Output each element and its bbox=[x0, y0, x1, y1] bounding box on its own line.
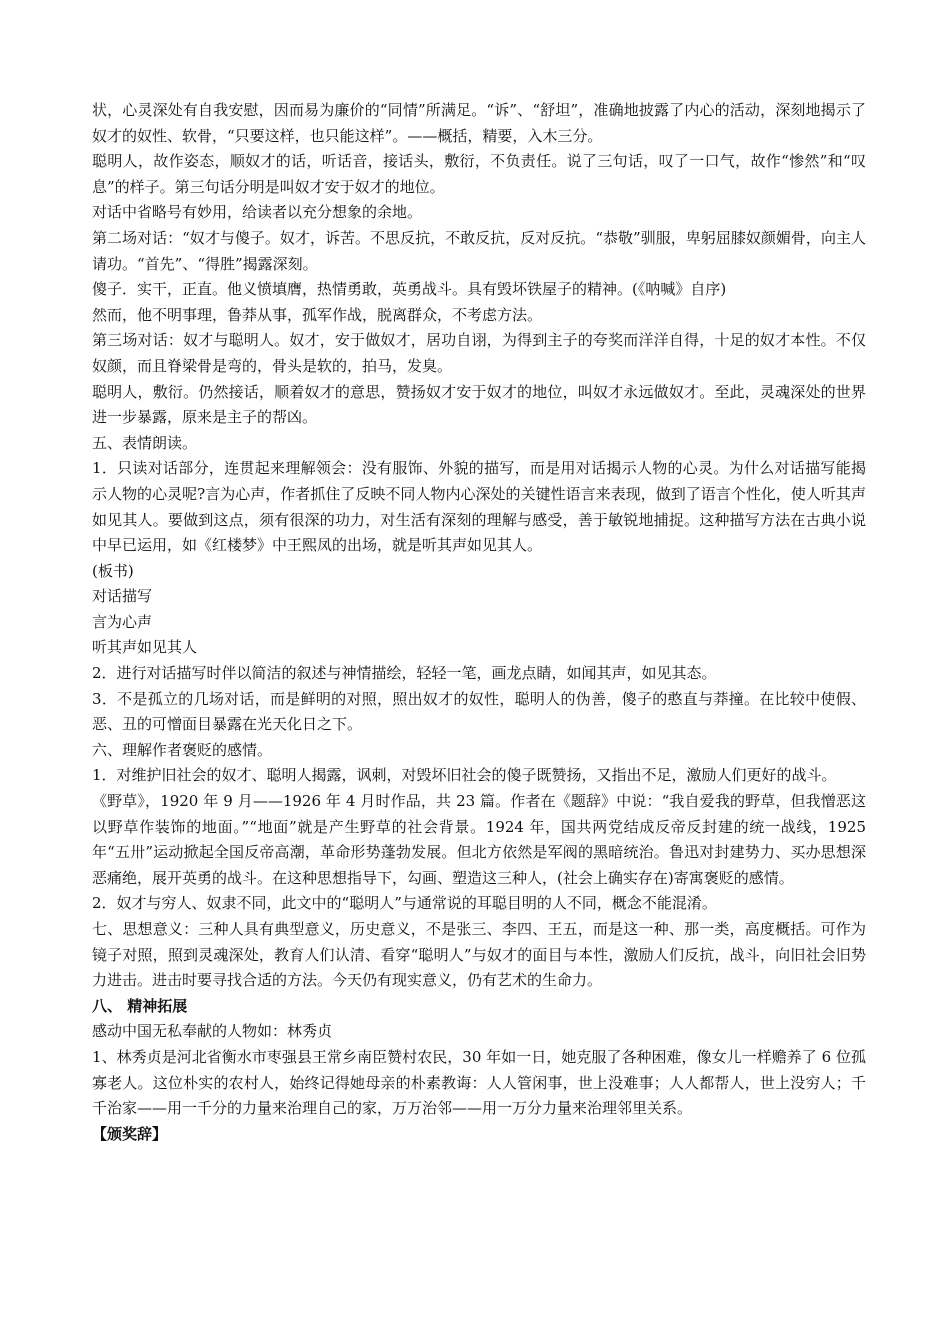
paragraph-10: 1．只读对话部分，连贯起来理解领会：没有服饰、外貌的描写，而是用对话揭示人物的心灵。为什么对话描写能揭示人物的心灵呢?言为心声，作者抓住了反映不同人物内心深处的关键性语言来表现，做到了语言个性化，使人听其声如见其人。要做到这点，须有很深的功力，对生活有深刻的理解与感受，善于敏锐地捕捉。这种描写方法在古典小说中早已运用，如《红楼梦》中王熙凤的出场，就是听其声如见其人。 bbox=[92, 459, 866, 555]
board-note: (板书) bbox=[92, 561, 134, 580]
paragraph-1: 状，心灵深处有自我安慰，因而易为廉价的“同情”所满足。“诉”、“舒坦”，准确地披露了内心的活动，深刻地揭示了奴才的奴性、软骨，“只要这样，也只能这样”。——概括，精要，入木三分。 bbox=[92, 101, 866, 145]
paragraph-5: 傻子．实干，正直。他义愤填膺，热情勇敢，英勇战斗。具有毁坏铁屋子的精神。(《呐喊》自序) bbox=[92, 280, 727, 299]
paragraph-7: 第三场对话：奴才与聪明人。奴才，安于做奴才，居功自诩，为得到主子的夸奖而洋洋自得，十足的奴才本性。不仅奴颜，而且脊梁骨是弯的，骨头是软的，拍马，发臭。 bbox=[92, 331, 866, 375]
paragraph-4: 第二场对话：“奴才与傻子。奴才，诉苦。不思反抗，不敢反抗，反对反抗。“恭敬”驯服，卑躬屈膝奴颜媚骨，向主人请功。“首先”、“得胜”揭露深刻。 bbox=[92, 228, 866, 273]
paragraph-20: 2．奴才与穷人、奴隶不同，此文中的“聪明人”与通常说的耳聪目明的人不同，概念不能混淆。 bbox=[92, 894, 717, 913]
board-line-1: 对话描写 bbox=[92, 587, 153, 606]
section-heading-6: 六、理解作者褒贬的感情。 bbox=[92, 740, 273, 759]
paragraph-18: 1．对维护旧社会的奴才、聪明人揭露，讽刺，对毁坏旧社会的傻子既赞扬，又指出不足，激励人们更好的战斗。 bbox=[92, 766, 837, 785]
section-heading-5: 五、表情朗读。 bbox=[92, 433, 198, 452]
paragraph-2: 聪明人，故作姿态，顺奴才的话，听话音，接话头，敷衍，不负责任。说了三句话，叹了一口气，故作“惨然”和“叹息”的样子。第三句话分明是叫奴才安于奴才的地位。 bbox=[92, 152, 866, 196]
paragraph-6: 然而，他不明事理，鲁莽从事，孤军作战，脱离群众，不考虑方法。 bbox=[92, 305, 543, 324]
paragraph-24: 1、林秀贞是河北省衡水市枣强县王常乡南臣赞村农民，30 年如一日，她克服了各种困难，像女儿一样赡养了 6 位孤寡老人。这位朴实的农村人，始终记得她母亲的朴素教诲：人人管闲事，世上没难事；人人都帮人，世上没穷人；千千治家——用一千分的力量来治理自己的家，万万治邻——用一万分力量来治理邻里关系。 bbox=[92, 1047, 866, 1118]
award-heading: 【颁奖辞】 bbox=[92, 1124, 168, 1143]
paragraph-23: 感动中国无私奉献的人物如：林秀贞 bbox=[92, 1022, 333, 1041]
section-heading-8: 八、 精神拓展 bbox=[92, 996, 188, 1015]
board-line-3: 听其声如见其人 bbox=[92, 638, 198, 657]
paragraph-8: 聪明人，敷衍。仍然接话，顺着奴才的意思，赞扬奴才安于奴才的地位，叫奴才永远做奴才。至此，灵魂深处的世界进一步暴露，原来是主子的帮凶。 bbox=[92, 382, 866, 427]
section-heading-7: 七、思想意义：三种人具有典型意义，历史意义，不是张三、李四、王五，而是这一种、那一类，高度概括。可作为镜子对照，照到灵魂深处，教育人们认清、看穿“聪明人”与奴才的面目与本性，激励人们反抗，战斗，向旧社会旧势力进击。进击时要寻找合适的方法。今天仍有现实意义，仍有艺术的生命力。 bbox=[92, 920, 866, 990]
paragraph-3: 对话中省略号有妙用，给读者以充分想象的余地。 bbox=[92, 203, 423, 222]
paragraph-16: 3．不是孤立的几场对话，而是鲜明的对照，照出奴才的奴性，聪明人的伪善，傻子的憨直与莽撞。在比较中使假、恶、丑的可憎面目暴露在光天化日之下。 bbox=[92, 689, 866, 734]
paragraph-15: 2．进行对话描写时伴以简洁的叙述与神情描绘，轻轻一笔，画龙点睛，如闻其声，如见其态。 bbox=[92, 664, 717, 683]
board-line-2: 言为心声 bbox=[92, 612, 153, 631]
paragraph-19: 《野草》，1920 年 9 月——1926 年 4 月时作品，共 23 篇。作者在《题辞》中说：“我自爱我的野草，但我憎恶这以野草作装饰的地面。”“地面”就是产生野草的社会背景。1924 年，国共两党结成反帝反封建的统一战线，1925 年“五卅”运动掀起全国反帝高潮，革命形势蓬勃发展。但北方依然是军阀的黑暗统治。鲁迅对封建势力、买办思想深恶痛绝，展开英勇的战斗。在这种思想指导下，勾画、塑造这三种人，(社会上确实存在)寄寓褒贬的感情。 bbox=[92, 792, 866, 887]
